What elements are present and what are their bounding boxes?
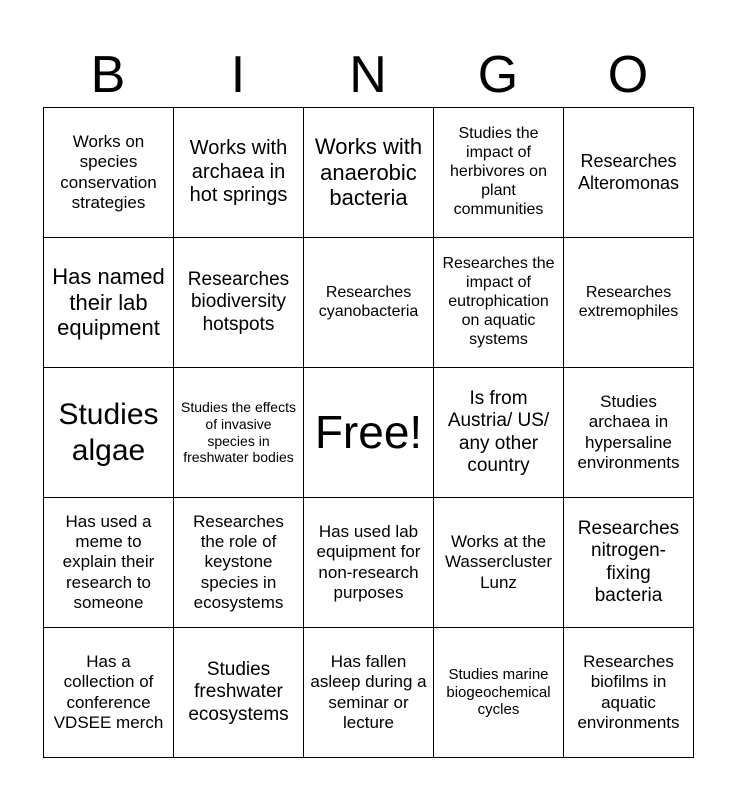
bingo-row xyxy=(44,628,694,758)
bingo-cell[interactable]: Has used a meme to explain their research to someone xyxy=(44,498,174,628)
bingo-cell[interactable]: Researches biodiversity hotspots xyxy=(174,238,304,368)
bingo-cell[interactable]: Works on species conservation strategies xyxy=(44,108,174,238)
header-letter-n: N xyxy=(349,46,387,104)
bingo-cell[interactable]: Researches Alteromonas xyxy=(564,108,694,238)
bingo-cell[interactable]: Researches the role of keystone species in ecosystems xyxy=(174,498,304,628)
bingo-cell[interactable]: Researches cyanobacteria xyxy=(304,238,434,368)
free-space-cell[interactable]: Free! xyxy=(304,368,434,498)
bingo-cell[interactable]: Has named their lab equipment xyxy=(44,238,174,368)
bingo-cell[interactable]: Researches nitrogen-fixing bacteria xyxy=(564,498,694,628)
bingo-card xyxy=(43,107,694,758)
header-letter-o: O xyxy=(607,46,649,104)
bingo-cell[interactable]: Studies algae xyxy=(44,368,174,498)
header-letter-i: I xyxy=(230,46,246,104)
header-letter-g: G xyxy=(477,46,519,104)
bingo-cell[interactable]: Is from Austria/ US/ any other country xyxy=(434,368,564,498)
bingo-cell[interactable]: Studies archaea in hypersaline environments xyxy=(564,368,694,498)
bingo-cell[interactable]: Researches biofilms in aquatic environments xyxy=(564,628,694,758)
bingo-cell[interactable]: Works with archaea in hot springs xyxy=(174,108,304,238)
bingo-cell[interactable]: Studies marine biogeochemical cycles xyxy=(434,628,564,758)
bingo-cell[interactable]: Studies the effects of invasive species in freshwater bodies xyxy=(174,368,304,498)
bingo-cell[interactable]: Researches the impact of eutrophication on aquatic systems xyxy=(434,238,564,368)
header-letter-b: B xyxy=(90,46,126,104)
bingo-row xyxy=(44,238,694,368)
bingo-row xyxy=(44,108,694,238)
bingo-row xyxy=(44,368,694,498)
bingo-cell[interactable]: Studies freshwater ecosystems xyxy=(174,628,304,758)
bingo-cell[interactable]: Has a collection of conference VDSEE merch xyxy=(44,628,174,758)
bingo-row xyxy=(44,498,694,628)
bingo-header xyxy=(43,44,693,106)
bingo-cell[interactable]: Researches extremophiles xyxy=(564,238,694,368)
bingo-cell[interactable]: Has used lab equipment for non-research purposes xyxy=(304,498,434,628)
bingo-cell[interactable]: Works at the Wassercluster Lunz xyxy=(434,498,564,628)
bingo-cell[interactable]: Studies the impact of herbivores on plant communities xyxy=(434,108,564,238)
bingo-cell[interactable]: Works with anaerobic bacteria xyxy=(304,108,434,238)
bingo-cell[interactable]: Has fallen asleep during a seminar or lecture xyxy=(304,628,434,758)
